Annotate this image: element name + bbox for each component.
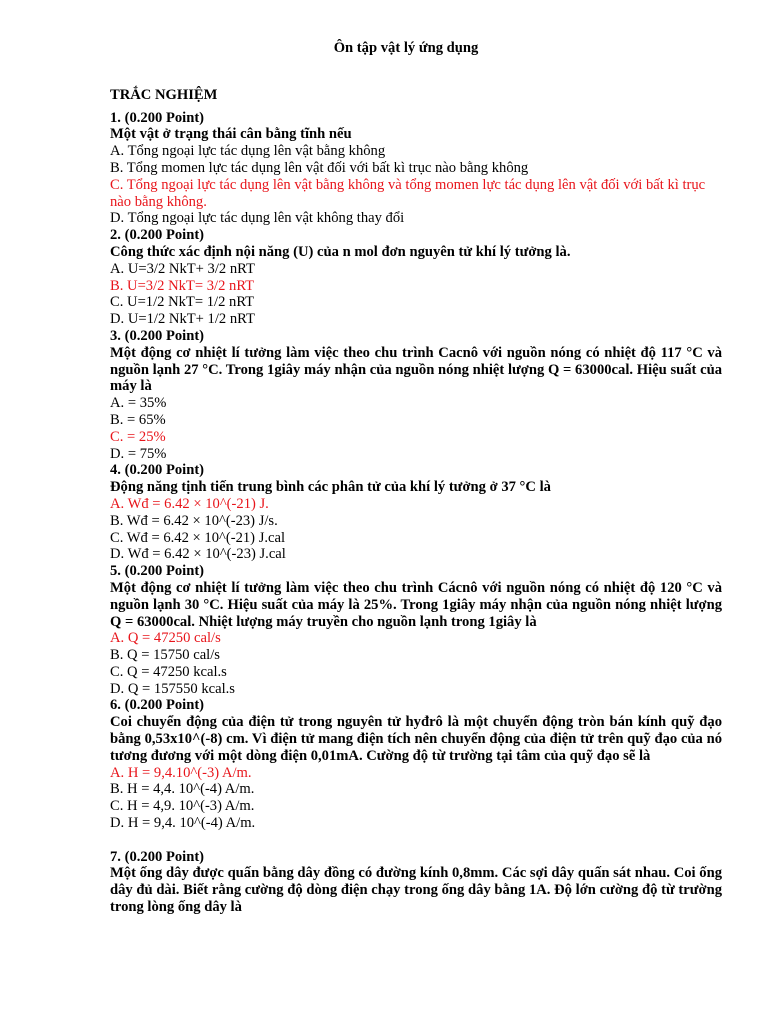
- question-text: Động năng tịnh tiến trung bình các phân tử của khí lý tưởng ở 37 °C là: [110, 479, 551, 496]
- option-c: C. U=1/2 NkT= 1/2 nRT: [110, 294, 255, 311]
- question-header: 1. (0.200 Point): [110, 109, 205, 126]
- question-text: Một vật ở trạng thái cân bằng tĩnh nếu: [110, 126, 352, 143]
- option-d: D. U=1/2 NkT+ 1/2 nRT: [110, 311, 255, 328]
- question-text: Một động cơ nhiệt lí tưởng làm việc theo chu trình Cácnô với nguồn nóng có nhiệt độ 120 °C và nguồn lạnh 30 °C. Hiệu suất của máy là 25%. Trong 1giây máy nhận của nguồn nóng nhiệt lượng Q = 63000cal. Nhiệt lượng máy truyền cho nguồn lạnh trong 1giây là: [110, 579, 722, 630]
- spacer: [110, 832, 722, 849]
- page-title: Ôn tập vật lý ứng dụng: [333, 40, 479, 56]
- question-2: [110, 227, 722, 328]
- question-header: 7. (0.200 Point): [110, 848, 205, 865]
- option-b: B. = 65%: [110, 411, 166, 428]
- option-a: A. Tổng ngoại lực tác dụng lên vật bằng không: [110, 143, 386, 160]
- option-b: B. Tổng momen lực tác dụng lên vật đối với bất kì trục nào bằng không: [110, 159, 529, 176]
- option-c: C. H = 4,9. 10^(-3) A/m.: [110, 798, 255, 815]
- option-c: C. Q = 47250 kcal.s: [110, 663, 227, 680]
- question-text: Công thức xác định nội năng (U) của n mol đơn nguyên tử khí lý tưởng là.: [110, 243, 571, 260]
- question-4: [110, 462, 722, 563]
- section-heading: TRẮC NGHIỆM: [110, 86, 218, 103]
- option-a-correct: A. H = 9,4.10^(-3) A/m.: [110, 764, 252, 781]
- option-a: A. U=3/2 NkT+ 3/2 nRT: [110, 260, 255, 277]
- question-7: [110, 849, 722, 916]
- question-text: Một ống dây được quấn bằng dây đồng có đường kính 0,8mm. Các sợi dây quấn sát nhau. Coi ống dây đủ dài. Biết rằng cường độ dòng điện chạy trong ống dây bằng 1A. Độ lớn cường độ từ trường trong lòng ống dây là: [110, 865, 722, 916]
- question-header: 6. (0.200 Point): [110, 697, 205, 714]
- option-d: D. = 75%: [110, 445, 167, 462]
- option-b: B. Wđ = 6.42 × 10^(-23) J/s.: [110, 512, 278, 529]
- question-header: 4. (0.200 Point): [110, 462, 205, 479]
- question-header: 2. (0.200 Point): [110, 227, 205, 244]
- question-3: [110, 328, 722, 462]
- option-b-correct: B. U=3/2 NkT= 3/2 nRT: [110, 277, 255, 294]
- question-text: Một động cơ nhiệt lí tưởng làm việc theo chu trình Cacnô với nguồn nóng có nhiệt độ 117 °C và nguồn lạnh 27 °C. Trong 1giây máy nhận của nguồn nóng nhiệt lượng Q = 63000cal. Hiệu suất của máy là: [110, 344, 722, 395]
- option-d: D. Wđ = 6.42 × 10^(-23) J.cal: [110, 546, 286, 563]
- question-header: 5. (0.200 Point): [110, 563, 205, 580]
- option-a: A. = 35%: [110, 395, 167, 412]
- option-c: C. Wđ = 6.42 × 10^(-21) J.cal: [110, 529, 286, 546]
- option-b: B. H = 4,4. 10^(-4) A/m.: [110, 781, 255, 798]
- option-a-correct: A. Q = 47250 cal/s: [110, 630, 221, 647]
- option-c-correct: C. = 25%: [110, 428, 166, 445]
- question-1: [110, 110, 722, 228]
- question-6: [110, 697, 722, 831]
- question-5: [110, 563, 722, 697]
- option-b: B. Q = 15750 cal/s: [110, 647, 220, 664]
- question-text: Coi chuyển động của điện tử trong nguyên tử hyđrô là một chuyển động tròn bán kính quỹ đạo bằng 0,53x10^(-8) cm. Vì điện tử mang điện tích nên chuyển động của điện tử trên quỹ đạo của nó tương đương với một dòng điện 0,01mA. Cường độ từ trường tại tâm của quỹ đạo sẽ là: [110, 714, 722, 764]
- option-c-correct: C. Tổng ngoại lực tác dụng lên vật bằng không và tổng momen lực tác dụng lên vật đối với bất kì trục nào bằng không.: [110, 176, 706, 210]
- option-d: D. H = 9,4. 10^(-4) A/m.: [110, 815, 256, 832]
- question-header: 3. (0.200 Point): [110, 327, 205, 344]
- option-d: D. Tổng ngoại lực tác dụng lên vật không thay đổi: [110, 210, 405, 227]
- option-a-correct: A. Wđ = 6.42 × 10^(-21) J.: [110, 495, 269, 512]
- option-d: D. Q = 157550 kcal.s: [110, 680, 235, 697]
